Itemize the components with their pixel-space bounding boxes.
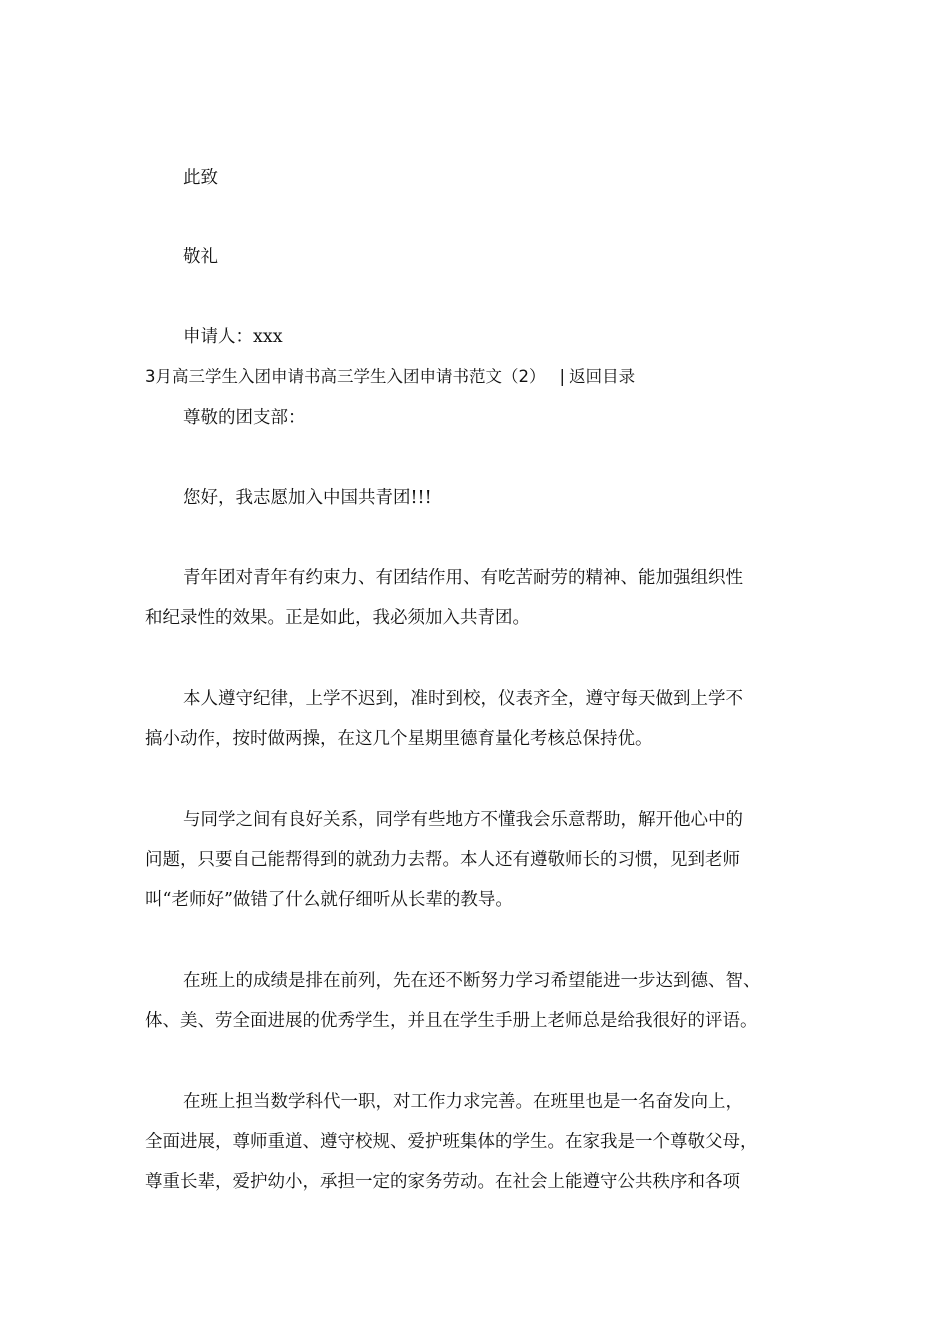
letter-line: 全面进展，尊师重道、遵守校规、爱护班集体的学生。在家我是一个尊敬父母，	[145, 1132, 758, 1152]
letter-salutation: 尊敬的团支部：	[183, 408, 306, 428]
closing-ci-zhi: 此致	[183, 168, 218, 188]
letter-line: 搞小动作，按时做两操，在这几个星期里德育量化考核总保持优。	[145, 729, 653, 749]
section-heading	[145, 367, 805, 387]
letter-line: 尊重长辈，爱护幼小，承担一定的家务劳动。在社会上能遵守公共秩序和各项	[145, 1172, 740, 1192]
letter-line: 叫“老师好”做错了什么就仔细听从长辈的教导。	[145, 890, 513, 910]
letter-line: 您好，我志愿加入中国共青团!!!	[183, 488, 432, 508]
letter-line: 在班上的成绩是排在前列，先在还不断努力学习希望能进一步达到德、智、	[183, 971, 761, 991]
applicant-signature: 申请人：xxx	[183, 327, 283, 347]
section-separator: |	[559, 367, 566, 386]
section-title: 3月高三学生入团申请书高三学生入团申请书范文（2）	[145, 367, 546, 386]
letter-line: 体、美、劳全面进展的优秀学生，并且在学生手册上老师总是给我很好的评语。	[145, 1011, 758, 1031]
letter-line: 在班上担当数学科代一职，对工作力求完善。在班里也是一名奋发向上，	[183, 1092, 743, 1112]
letter-line: 与同学之间有良好关系，同学有些地方不懂我会乐意帮助，解开他心中的	[183, 810, 743, 830]
letter-line: 问题，只要自己能帮得到的就劲力去帮。本人还有遵敬师长的习惯，见到老师	[145, 850, 740, 870]
letter-line: 和纪录性的效果。正是如此，我必须加入共青团。	[145, 608, 530, 628]
closing-jing-li: 敬礼	[183, 247, 218, 267]
toc-link[interactable]: 返回目录	[569, 367, 636, 386]
letter-line: 青年团对青年有约束力、有团结作用、有吃苦耐劳的精神、能加强组织性	[183, 568, 743, 588]
letter-line: 本人遵守纪律，上学不迟到，准时到校，仪表齐全，遵守每天做到上学不	[183, 689, 743, 709]
